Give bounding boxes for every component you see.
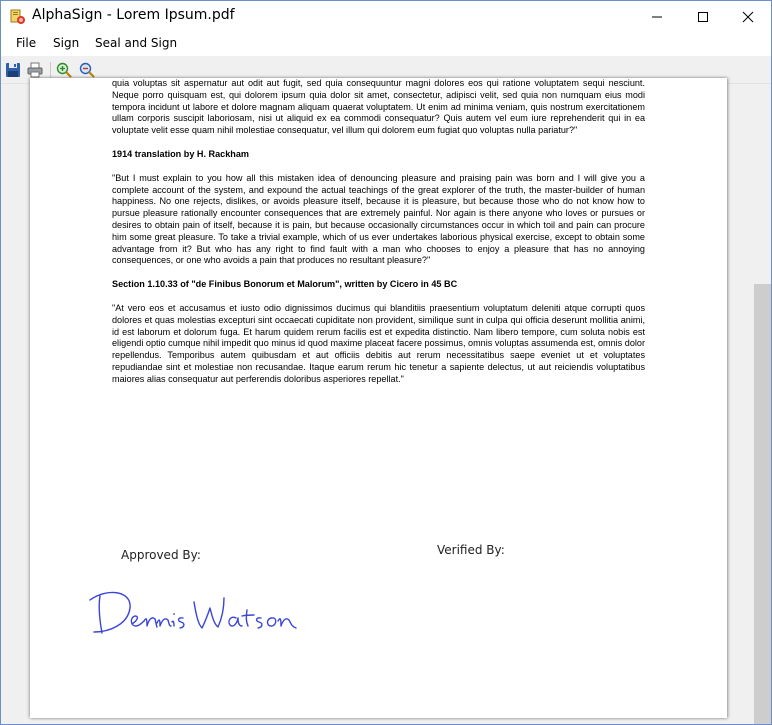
pdf-page — [30, 78, 727, 718]
menu-file[interactable]: File — [16, 36, 37, 50]
print-icon — [27, 62, 43, 78]
maximize-icon — [697, 11, 709, 23]
window-title: AlphaSign - Lorem Ipsum.pdf — [32, 7, 235, 23]
app-logo-icon — [10, 9, 26, 25]
print-button[interactable] — [26, 61, 44, 79]
approved-by-label: Approved By: — [121, 548, 201, 562]
vertical-scrollbar[interactable] — [754, 84, 771, 724]
minimize-icon — [651, 11, 663, 23]
zoom-out-button[interactable] — [78, 61, 96, 79]
toolbar-separator — [50, 62, 51, 78]
menu-seal-and-sign[interactable]: Seal and Sign — [95, 36, 178, 50]
close-icon — [742, 11, 754, 23]
paragraph-2: "But I must explain to you how all this mistaken idea of denouncing pleasure and praising pain was born and I will give you a complete account of the system, and expound the actual teachings of the great explorer of the truth, the master-builder of human happiness. No one rejects, dislikes, or avoids pleasure itself, because it is pleasure, but because those who do not know how to pursue pleasure rationally encounter consequences that are extremely painful. Nor again is there anyone who loves or pursues or desires to obtain pain of itself, because it is pain, but because occasionally circumstances occur in which toil and pain can procure him some great pleasure. To take a trivial example, which of us ever undertakes laborious physical exercise, except to obtain some advantage from it? But who has any right to find fault with a man who chooses to enjoy a pleasure that has no annoying consequences, or one who avoids a pain that produces no resultant pleasure?" — [112, 172, 645, 266]
save-button[interactable] — [4, 61, 22, 79]
save-icon — [5, 62, 21, 78]
heading-cicero: Section 1.10.33 of "de Finibus Bonorum et Malorum", written by Cicero in 45 BC — [112, 279, 458, 290]
paragraph-3: "At vero eos et accusamus et iusto odio dignissimos ducimus qui blanditiis praesentium voluptatum deleniti atque corrupti quos dolores et quas molestias excepturi sint occaecati cupiditate non provident, similique sunt in culpa qui officia deserunt mollitia animi, id est laborum et dolorum fuga. Et harum quidem rerum facilis est et expedita distinctio. Nam libero tempore, cum soluta nobis est eligendi optio cumque nihil impedit quo minus id quod maxime placeat facere possimus, omnis voluptas assumenda est, omnis dolor repellendus. Temporibus autem quibusdam et aut officiis debitis aut rerum necessitatibus saepe eveniet ut et voluptates repudiandae sint et molestiae non recusandae. Itaque earum rerum hic tenetur a sapiente delectus, ut aut reiciendis voluptatibus maiores alias consequatur aut perferendis doloribus asperiores repellat." — [112, 302, 645, 384]
close-button[interactable] — [725, 1, 771, 32]
verified-by-label: Verified By: — [437, 543, 505, 557]
zoom-in-icon — [56, 62, 72, 78]
page-text — [112, 78, 645, 386]
signature-image — [86, 586, 301, 644]
menu-sign[interactable]: Sign — [53, 36, 80, 50]
zoom-out-icon — [79, 62, 95, 78]
heading-rackham: 1914 translation by H. Rackham — [112, 148, 249, 159]
paragraph-1: quia voluptas sit aspernatur aut odit aut fugit, sed quia consequuntur magni dolores eos qui ratione voluptatem sequi nesciunt. Neque porro quisquam est, qui dolorem ipsum quia dolor sit amet, consectetur, adipisci velit, sed quia non numquam eius modi tempora incidunt ut labore et dolore magnam aliquam quaerat voluptatem. Ut enim ad minima veniam, quis nostrum exercitationem ullam corporis suscipit laboriosam, nisi ut aliquid ex ea commodi consequatur? Quis autem vel eum iure reprehenderit qui in ea voluptate velit esse quam nihil molestiae consequatur, vel illum qui dolorem eum fugiat quo voluptas nulla pariatur?" — [112, 78, 645, 136]
menu-bar — [1, 32, 771, 56]
document-viewer[interactable] — [1, 78, 754, 724]
zoom-in-button[interactable] — [55, 61, 73, 79]
maximize-button[interactable] — [680, 1, 726, 32]
minimize-button[interactable] — [634, 1, 680, 32]
scrollbar-thumb[interactable] — [754, 284, 771, 724]
title-bar[interactable] — [1, 1, 771, 32]
